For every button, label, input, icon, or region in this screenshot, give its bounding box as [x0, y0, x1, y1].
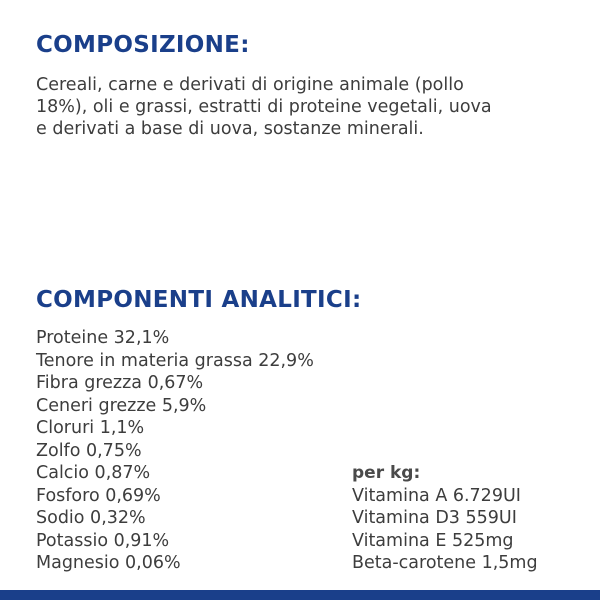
analytical-item: Fosforo 0,69%	[36, 485, 161, 506]
analytical-item: Ceneri grezze 5,9%	[36, 395, 207, 416]
composition-line: 18%), oli e grassi, estratti di proteine vegetali, uova	[36, 97, 492, 117]
analytical-item: Fibra grezza 0,67%	[36, 373, 204, 393]
composition-text	[36, 74, 576, 140]
composition-line: Cereali, carne e derivati di origine animale (pollo	[36, 75, 464, 95]
composition-heading: COMPOSIZIONE:	[36, 32, 250, 58]
analytical-item: Proteine 32,1%	[36, 328, 170, 348]
vitamin-item: Beta-carotene 1,5mg	[352, 553, 538, 573]
analytical-item: Tenore in materia grassa 22,9%	[36, 350, 314, 371]
analytical-item: Zolfo 0,75%	[36, 440, 142, 461]
per-kg-heading: per kg:	[352, 463, 421, 483]
analytical-item: Calcio 0,87%	[36, 463, 151, 483]
composition-line: e derivati a base di uova, sostanze minerali.	[36, 119, 424, 139]
vitamin-item: Vitamina D3 559UI	[352, 508, 517, 528]
per-kg-list	[352, 462, 538, 575]
vitamin-item: Vitamina E 525mg	[352, 530, 514, 551]
analytical-item: Cloruri 1,1%	[36, 418, 145, 438]
analytical-item: Sodio 0,32%	[36, 508, 146, 528]
analytical-item: Potassio 0,91%	[36, 530, 170, 551]
vitamin-item: Vitamina A 6.729UI	[352, 485, 521, 506]
analytical-heading: COMPONENTI ANALITICI:	[36, 287, 362, 313]
analytical-item: Magnesio 0,06%	[36, 553, 181, 573]
analytical-list	[36, 327, 314, 575]
bottom-brand-bar	[0, 590, 600, 600]
